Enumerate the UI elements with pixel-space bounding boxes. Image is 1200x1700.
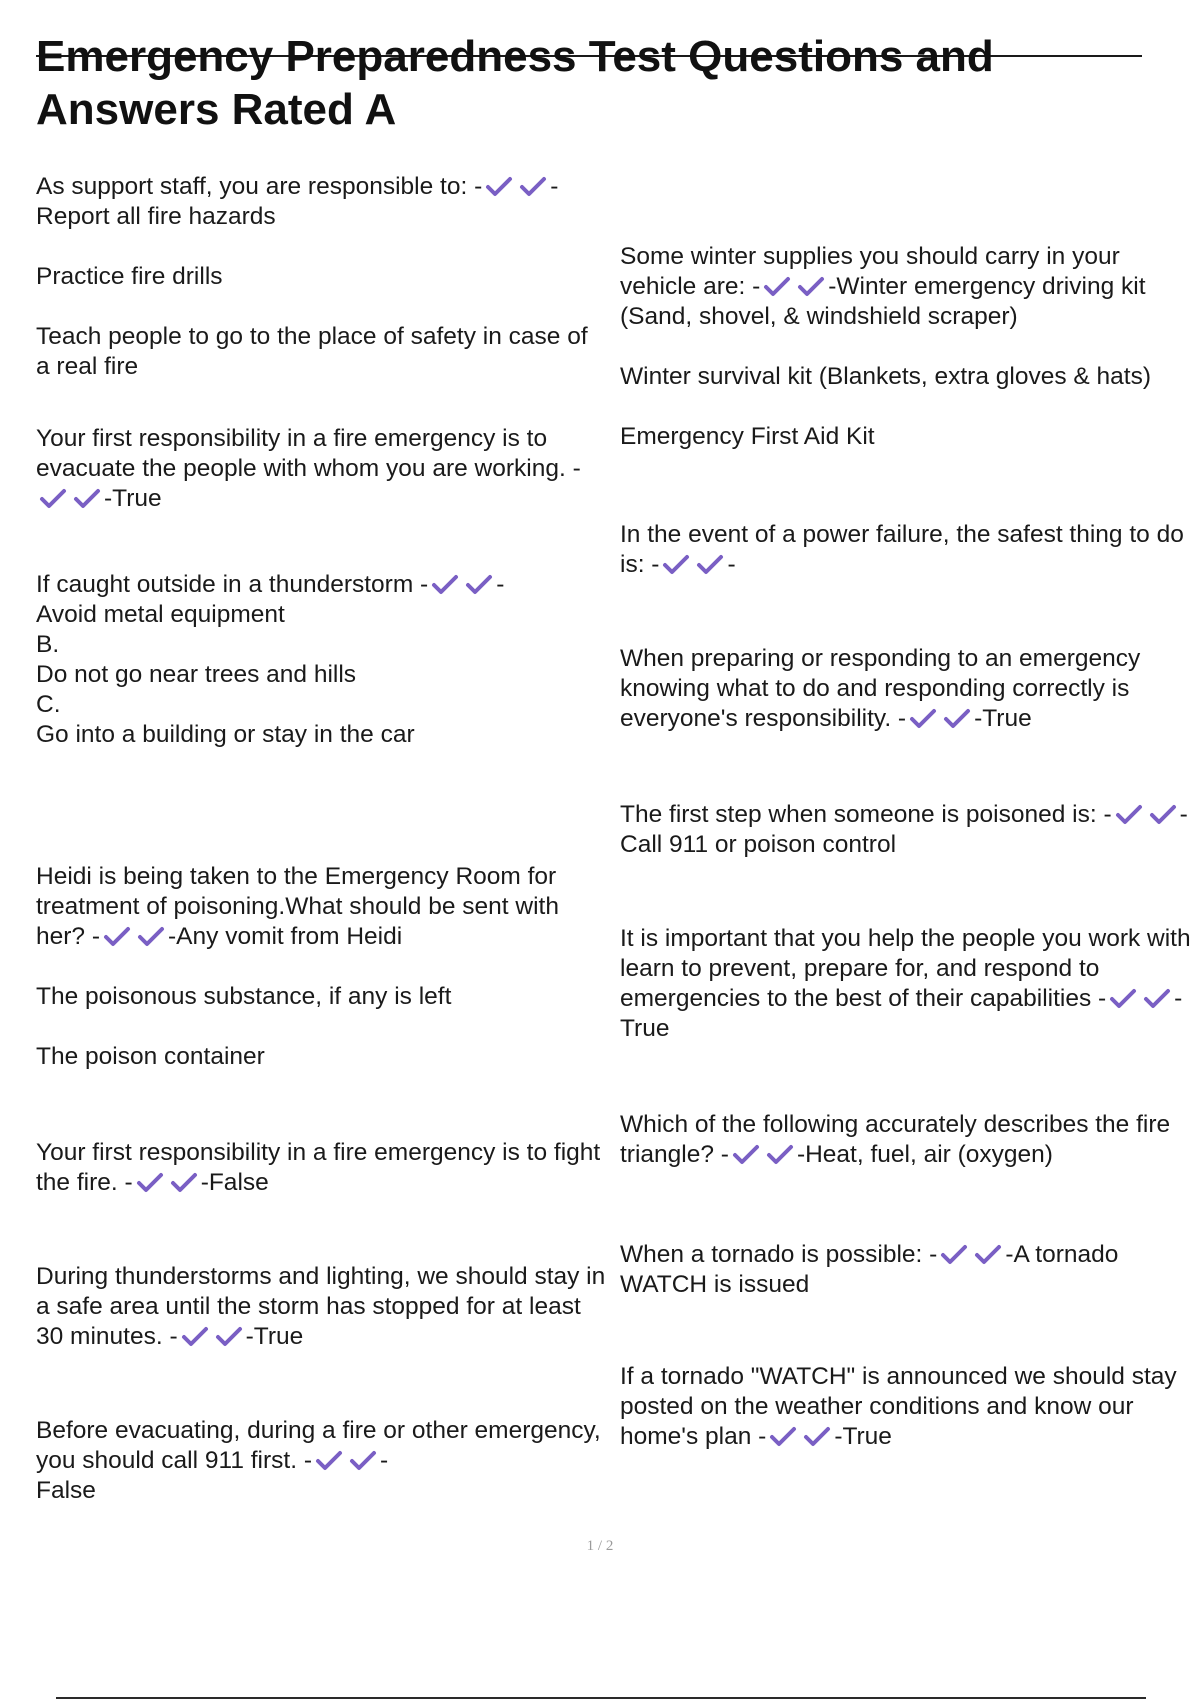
answer-line: Go into a building or stay in the car	[36, 721, 415, 748]
qa-question	[620, 1362, 1200, 1452]
answer-prefix: -	[550, 173, 559, 200]
qa-question	[620, 800, 1200, 860]
check-icon	[73, 487, 101, 509]
check-icon	[732, 1143, 760, 1165]
answer-text: -	[727, 551, 736, 578]
answer-line: C.	[36, 691, 61, 718]
check-icon	[1109, 987, 1137, 1009]
question-text: Heidi is being taken to the Emergency Room for treatment of poisoning.What should be sent with her? -	[36, 863, 559, 950]
question-text: When a tornado is possible: -	[620, 1241, 938, 1268]
check-icon	[909, 707, 937, 729]
answer-line: Avoid metal equipment	[36, 601, 285, 628]
check-icon	[215, 1325, 243, 1347]
qa-item-call-911	[36, 1416, 606, 1506]
qa-item-tornado-watch	[620, 1362, 1200, 1452]
check-icon	[769, 1425, 797, 1447]
check-icon	[1115, 803, 1143, 825]
check-icon	[431, 573, 459, 595]
answer-line: Teach people to go to the place of safety in case of a real fire	[36, 323, 588, 380]
question-text: When preparing or responding to an emergency knowing what to do and responding correctly is everyone's responsibility. -	[620, 645, 1141, 732]
check-icon	[136, 1171, 164, 1193]
qa-item-support-staff	[36, 172, 606, 382]
question-text: Which of the following accurately describes the fire triangle? -	[620, 1111, 1171, 1168]
qa-question	[620, 644, 1200, 734]
qa-question	[36, 1138, 606, 1198]
check-icon	[465, 573, 493, 595]
question-text: Some winter supplies you should carry in your vehicle are: -	[620, 243, 1120, 300]
question-text: Before evacuating, during a fire or other emergency, you should call 911 first. -	[36, 1417, 601, 1474]
check-icon	[170, 1171, 198, 1193]
check-icon	[1149, 803, 1177, 825]
answer-text: -A tornado WATCH is issued	[620, 1241, 1119, 1298]
check-icon	[39, 487, 67, 509]
qa-item-heidi-poisoning	[36, 862, 606, 1072]
check-icon	[1143, 987, 1171, 1009]
question-text: If caught outside in a thunderstorm -	[36, 571, 429, 598]
check-icon	[349, 1449, 377, 1471]
check-icon	[940, 1243, 968, 1265]
answer-line: Practice fire drills	[36, 263, 223, 290]
answer-text: -False	[200, 1169, 269, 1196]
question-text: Your first responsibility in a fire emergency is to fight the fire. -	[36, 1139, 601, 1196]
check-icon	[181, 1325, 209, 1347]
question-text: The first step when someone is poisoned is: -	[620, 801, 1112, 828]
answer-text: False	[36, 1477, 96, 1504]
question-text: If a tornado "WATCH" is announced we should stay posted on the weather conditions and know our home's plan -	[620, 1363, 1177, 1450]
qa-question	[620, 520, 1200, 580]
answer-text: -True	[245, 1323, 304, 1350]
check-icon	[519, 175, 547, 197]
answer-text: -True	[974, 705, 1032, 732]
check-icon	[797, 275, 825, 297]
answer-text: -True	[834, 1423, 892, 1450]
answer-prefix: -	[496, 571, 505, 598]
answer-line: Do not go near trees and hills	[36, 661, 357, 688]
title-block	[36, 30, 1146, 136]
check-icon	[943, 707, 971, 729]
qa-question	[36, 1262, 606, 1352]
qa-item-power-failure	[620, 520, 1200, 580]
qa-question	[620, 242, 1200, 332]
question-text: In the event of a power failure, the safest thing to do is: -	[620, 521, 1184, 578]
answer-text: -Heat, fuel, air (oxygen)	[796, 1141, 1053, 1168]
question-text: During thunderstorms and lighting, we should stay in a safe area until the storm has stopped for at least 30 minutes. -	[36, 1263, 606, 1350]
answer-line: Report all fire hazards	[36, 203, 276, 230]
answer-line: The poisonous substance, if any is left	[36, 983, 452, 1010]
answer-line: The poison container	[36, 1043, 265, 1070]
qa-question	[36, 172, 606, 202]
qa-item-evacuate	[36, 424, 606, 514]
answer-text: -Winter emergency driving kit (Sand, shovel, & windshield scraper)	[620, 273, 1146, 330]
qa-item-poisoned-first-step	[620, 800, 1200, 860]
question-text: It is important that you help the people you work with learn to prevent, prepare for, and respond to emergencies to the best of their capabilities -	[620, 925, 1191, 1012]
answer-text: -True	[104, 485, 162, 512]
page-title: Emergency Preparedness Test Questions and Answers Rated A	[36, 32, 994, 134]
check-icon	[137, 925, 165, 947]
question-text: As support staff, you are responsible to: -	[36, 173, 483, 200]
check-icon	[974, 1243, 1002, 1265]
qa-item-fire-triangle	[620, 1110, 1200, 1170]
answer-text: -Any vomit from Heidi	[168, 923, 403, 950]
qa-item-thunderstorm-outside	[36, 570, 606, 750]
check-icon	[315, 1449, 343, 1471]
check-icon	[485, 175, 513, 197]
qa-item-winter-supplies	[620, 242, 1200, 452]
bottom-divider	[56, 1697, 1146, 1699]
check-icon	[763, 275, 791, 297]
qa-item-fight-fire	[36, 1138, 606, 1198]
answer-text: -Call 911 or poison control	[620, 801, 1188, 858]
answer-line: B.	[36, 631, 60, 658]
question-text: Your first responsibility in a fire emergency is to evacuate the people with whom you are working. -	[36, 425, 581, 482]
qa-question	[36, 862, 606, 952]
answer-text: -True	[620, 985, 1183, 1042]
check-icon	[662, 553, 690, 575]
qa-item-everyone-responsibility	[620, 644, 1200, 734]
answer-line: Winter survival kit (Blankets, extra gloves & hats)	[620, 363, 1152, 390]
qa-question	[620, 1110, 1200, 1170]
qa-item-help-people-learn	[620, 924, 1200, 1044]
answer-line: Emergency First Aid Kit	[620, 423, 875, 450]
qa-question	[36, 424, 606, 514]
qa-question	[36, 570, 606, 600]
page-number: 1 / 2	[586, 1538, 614, 1554]
check-icon	[103, 925, 131, 947]
qa-question	[620, 924, 1200, 1044]
qa-item-tornado-possible	[620, 1240, 1200, 1300]
check-icon	[766, 1143, 794, 1165]
check-icon	[803, 1425, 831, 1447]
qa-question	[36, 1416, 606, 1476]
check-icon	[696, 553, 724, 575]
answer-prefix: -	[379, 1447, 389, 1474]
qa-item-thunderstorm-safe-area	[36, 1262, 606, 1352]
qa-question	[620, 1240, 1200, 1300]
